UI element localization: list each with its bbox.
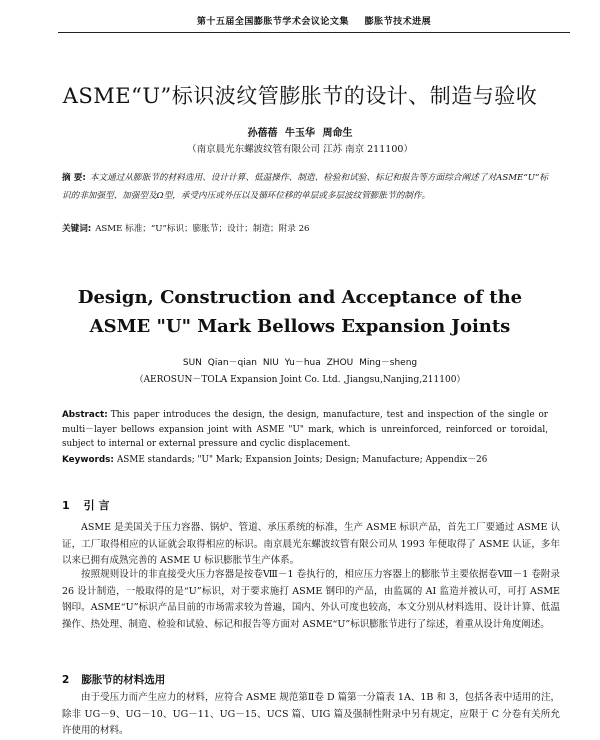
chinese-keywords <box>62 222 548 234</box>
english-title-line-1: Design, Construction and Acceptance of the <box>77 287 523 308</box>
english-keywords <box>62 452 548 465</box>
chinese-keywords-text: ASME 标准；“U”标识；膨胀节；设计；制造；附录 26 <box>95 224 310 234</box>
body-paragraph: ASME 是美国关于压力容器、锅炉、管道、承压系统的标准，生产 ASME 标识产品，首先工厂要通过 ASME 认证，工厂取得相应的认证就会取得相应的标识。南京晨光东螺波纹管有限公司从 1993 年便取得了 ASME 认证，多年以来已拥有成熟完善的 ASME U 标识膨胀节生产体系。 <box>62 522 560 566</box>
running-header <box>58 14 570 27</box>
section-heading-2 <box>62 672 165 687</box>
body-paragraph: 按照规则设计的非直接受火压力容器是按卷Ⅷ－1 卷执行的，相应压力容器上的膨胀节主要依据卷Ⅷ－1 卷附录 26 设计制造，一般取得的是“U”标识，对于要求施打 ASME 钢印的产品，由监属的 AI 监造并被认可，可打 ASME 钢印。ASME“U”标识产品目前的市场需求较为普遍，国内、外认可度也较高，本文分别从材料选用、设计计算、低温操作、热处理、制造、检验和试验、标记和报告等方面对 ASME“U”标识膨胀节进行了综述，着重从设计角度阐述。 <box>62 569 560 630</box>
section-number: 2 <box>62 674 70 686</box>
chinese-abstract <box>62 170 548 205</box>
chinese-authors: 孙蓓蓓 牛玉华 周命生 <box>247 128 353 139</box>
chinese-title: ASME“U”标识波纹管膨胀节的设计、制造与验收 <box>62 84 538 108</box>
english-authors: SUN Qian－qian NIU Yu－hua ZHOU Ming－sheng <box>182 358 418 368</box>
english-title <box>0 283 600 341</box>
header-rule <box>58 32 570 33</box>
english-abstract-label: Abstract: <box>62 410 108 420</box>
english-abstract-text: This paper introduces the design, the design, manufacture, test and inspection of the single or multi－layer bellows expansion joint with ASME "U" mark, which is unreinforced, reinforced or toroidal, subject to internal or external pressure and cyclic displacement. <box>62 410 548 449</box>
english-affiliation: （AEROSUN－TOLA Expansion Joint Co. Ltd. ,Jiangsu,Nanjing,211100） <box>134 375 466 385</box>
section-title: 引 言 <box>83 499 110 512</box>
header-section: 膨胀节技术进展 <box>364 17 432 27</box>
chinese-abstract-label: 摘 要: <box>62 173 86 183</box>
section-heading-1 <box>62 497 110 513</box>
body-paragraph: 由于受压力而产生应力的材料，应符合 ASME 规范第Ⅱ卷 D 篇第一分篇表 1A、1B 和 3，包括各表中适用的注，除非 UG－9、UG－10、UG－11、UG－15、UCS 篇、UIG 篇及强制性附录中另有规定，应限于 C 分卷有关所允许使用的材料。 <box>62 692 560 736</box>
section-number: 1 <box>62 499 70 512</box>
chinese-keywords-label: 关键词: <box>62 224 92 234</box>
english-abstract <box>62 408 548 452</box>
conference-name: 第十五届全国膨胀节学术会议论文集 <box>196 17 349 27</box>
english-keywords-label: Keywords: <box>62 455 114 465</box>
english-title-line-2: ASME "U" Mark Bellows Expansion Joints <box>89 316 511 337</box>
english-keywords-text: ASME standards; "U" Mark; Expansion Joints; Design; Manufacture; Appendix－26 <box>116 455 488 465</box>
section-title: 膨胀节的材料选用 <box>81 674 166 686</box>
chinese-affiliation: （南京晨光东螺波纹管有限公司 江苏 南京 211100） <box>187 144 413 155</box>
chinese-abstract-text: 本文通过从膨胀节的材料选用、设计计算、低温操作、制造、检验和试验、标记和报告等方面综合阐述了对ASME“U”标识的非加强型、加强型及Ω型，承受内压或外压以及循环位移的单层或多层波纹管膨胀节的制作。 <box>62 173 548 201</box>
